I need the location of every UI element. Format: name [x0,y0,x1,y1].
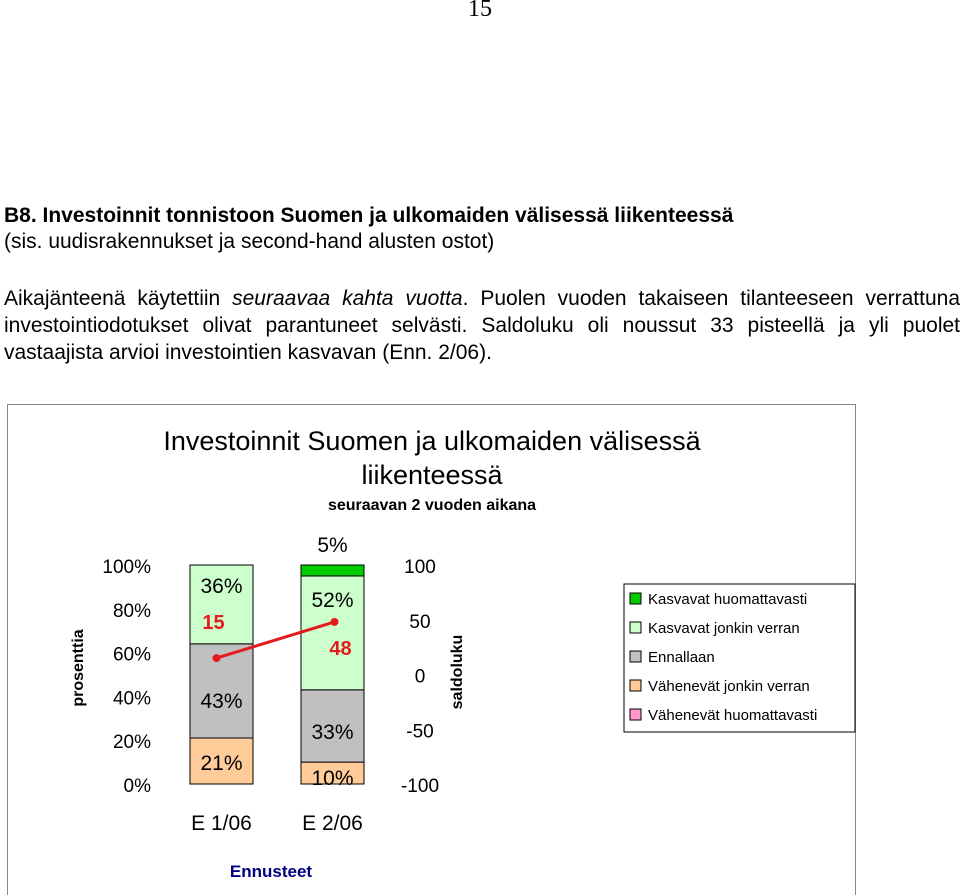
paragraph-part-1: Aikajänteenä käytettiin [4,287,233,310]
y-axis-label: prosenttia [70,629,87,707]
y-tick-label: 80% [112,600,151,622]
legend-swatch [630,622,641,633]
data-label: 5% [317,534,348,557]
y2-tick-label: 100 [404,557,436,578]
heading-line-1: B8. Investoinnit tonnistoon Suomen ja ulkomaiden välisessä liikenteessä [4,204,734,227]
bar-segment [301,565,364,576]
chart-subtitle: seuraavan 2 vuoden aikana [327,497,537,514]
saldoluku-label: 48 [329,638,352,660]
data-label: 52% [311,589,354,612]
data-label: 33% [311,721,354,744]
data-label: 10% [311,767,354,790]
y2-tick-label: 50 [409,611,431,633]
plot-area [102,534,439,835]
saldoluku-point [331,618,339,626]
y2-axis-label: saldoluku [449,634,466,710]
chart-title: Investoinnit Suomen ja ulkomaiden välisessä liikenteessä [163,426,701,490]
paragraph-part-2: . Puolen vuoden takaiseen tilanteeseen verrattuna investointiodotukset olivat parantuneet selvästi. Saldoluku oli noussut 33 pisteellä ja yli puolet vastaajista arvioi investointien kasvavan (Enn. 2/06). [4,287,960,364]
heading-line-2: (sis. uudisrakennukset ja second-hand alusten ostot) [4,230,495,253]
y2-tick-label: -50 [406,721,434,743]
legend-label: Kasvavat jonkin verran [648,620,800,637]
y-tick-label: 0% [123,776,151,797]
legend-swatch [630,680,641,691]
paragraph-italic: seuraavaa kahta vuotta [232,287,463,310]
data-label: 36% [200,575,243,598]
x-axis-label: Ennusteet [229,862,313,881]
legend-swatch [630,593,641,604]
y-tick-label: 40% [112,688,151,710]
legend-label: Vähenevät jonkin verran [648,678,810,695]
legend-label: Kasvavat huomattavasti [648,591,808,608]
category-label: E 1/06 [191,812,252,835]
data-label: 21% [200,752,243,775]
y-tick-label: 60% [112,644,151,666]
y-tick-label: 100% [102,557,151,578]
page-number: 15 [468,0,492,22]
legend-swatch [630,651,641,662]
y2-tick-label: 0 [414,666,426,688]
legend [624,584,855,732]
legend-label: Ennallaan [648,649,715,666]
saldoluku-point [213,654,221,662]
legend-swatch [630,709,641,720]
legend-label: Vähenevät huomattavasti [648,707,818,724]
saldoluku-label: 15 [202,612,225,634]
y2-tick-label: -100 [400,776,440,797]
data-label: 43% [200,690,243,713]
category-label: E 2/06 [302,812,363,835]
y-tick-label: 20% [112,732,151,754]
